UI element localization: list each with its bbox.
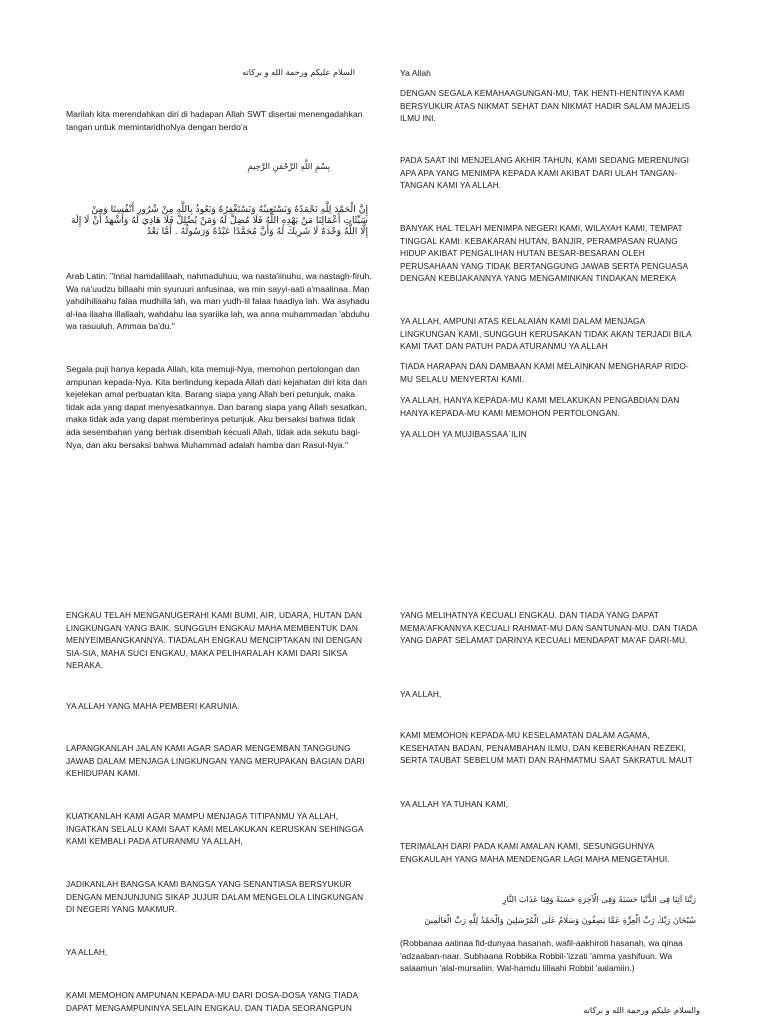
prayer-paragraph-6: YA ALLAH, HANYA KEPADA-MU KAMI MELAKUKAN PENGABDIAN DAN HANYA KEPADA-MU KAMI MEMOHON PERTOLONGAN. (400, 395, 680, 418)
prayer-paragraph-19: TERIMALAH DARI PADA KAMI AMALAN KAMI, SESUNGGUHNYA ENGKAULAH YANG MAHA MENDENGAR LAGI MAHA MENGETAHUI. (400, 841, 670, 864)
ya-allah-heading: Ya Allah (400, 68, 431, 78)
prayer-paragraph-11: KUATKANLAH KAMI AGAR MAMPU MENJAGA TITIPANMU YA ALLAH, INGATKAN SELALU KAMI SAAT KAMI MELAKUKAN KERUSKAN SEHINGGA KAMI KEMBALI PADA ATURANMU YA ALLAH, (66, 811, 364, 847)
prayer-paragraph-4: YA ALLAH, AMPUNI ATAS KELALAIAN KAMI DALAM MENJAGA LINGKUNGAN KAMI, SUNGGUH KERUSAKAN TIDAK AKAN TERJADI BILA KAMI TAAT DAN PATUH PADA ATURANMU YA ALLAH (400, 316, 692, 352)
doa-latin-paragraph: (Robbanaa aatinaa fid-dunyaa hasanah, wafil-aakhiroti hasanah, wa qinaa 'adzaaban-naar. Subhaana Robbika Robbil-'izzati 'amma yashifuun. Wa salaamun 'alal-mursaliin. Wal-hamdu lillaahi Robbil 'aalamiin.) (400, 938, 683, 974)
prayer-paragraph-8: ENGKAU TELAH MENGANUGERAHI KAMI BUMI, AIR, UDARA, HUTAN DAN LINGKUNGAN YANG BAIK. SUNGGUH ENGKAU MAHA MEMBENTUK DAN MENYEIMBANGKANNYA. TIADALAH ENGKAU MENCIPTAKAN INI DENGAN SIA-SIA, MAHA SUCI ENGKAU, MAKA PELIHARALAH KAMI DARI SIKSA NERAKA. (66, 610, 363, 671)
prayer-paragraph-15: YANG MELIHATNYA KECUALI ENGKAU. DAN TIADA YANG DAPAT MEMA'AFKANNYA KECUALI RAHMAT-MU DAN SANTUNAN-MU. DAN TIADA YANG DAPAT SELAMAT DARINYA KECUALI MENDAPAT MA'AF DARI-MU. (400, 610, 698, 646)
prayer-paragraph-3: BANYAK HAL TELAH MENIMPA NEGERI KAMI, WILAYAH KAMI, TEMPAT TINGGAL KAMI: KEBAKARAN HUTAN, BANJIR, PERAMPASAN RUANG HIDUP AKIBAT PENGALIHAN HUTAN BESAR-BESARAN OLEH PERUSAHAAN YANG TIDAK BERTANGGUNG JAWAB SERTA PENGUASA DENGAN KEBIJAKANNYA YANG MENGAMINKAN TINDAKAN MEREKA (400, 223, 688, 284)
prayer-paragraph-13: YA ALLAH, (66, 947, 108, 957)
greeting-arabic: السلام عليكم ورحمة الله و بركاته (242, 67, 355, 77)
prayer-paragraph-17: KAMI MEMOHON KEPADA-MU KESELAMATAN DALAM AGAMA, KESEHATAN BADAN, PENAMBAHAN ILMU, DAN KEBERKAHAN REZEKI, SERTA TAUBAT SEBELUM MATI DAN RAHMATMU SAAT SAKRATUL MAUT (400, 730, 693, 766)
closing-greeting-arabic: والسلام عليكم ورحمة الله و بركاته (583, 1005, 700, 1015)
translation-paragraph: Segala puji hanya kepada Allah, kita memuji-Nya, memohon pertolongan dan ampunan kepada-Nya. Kita berlindung kepada Allah dari kejahatan diri kita dan kejelekan amal perbuatan kita. Barang siapa yang Allah beri petunjuk, maka tidak ada yang dapat menyesatkannya. Dan barang siapa yang Allah sesatkan, maka tidak ada yang dapat memberinya petunjuk. Aku bersaksi bahwa tidak ada sesembahan yang berhak disembah kecuali Allah, tidak ada sekutu bagi-Nya, dan aku bersaksi bahwa Muhammad adalah hamba dan Rasul-Nya." (66, 364, 367, 450)
prayer-paragraph-12: JADIKANLAH BANGSA KAMI BANGSA YANG SENANTIASA BERSYUKUR DENGAN MENJUNJUNG SIKAP JUJUR DALAM MENGELOLA LINGKUNGAN DI NEGERI YANG MAKMUR. (66, 879, 364, 915)
prayer-paragraph-16: YA ALLAH, (400, 689, 442, 699)
prayer-paragraph-10: LAPANGKANLAH JALAN KAMI AGAR SADAR MENGEMBAN TANGGUNG JAWAB DALAM MENJAGA LINGKUNGAN YANG MERUPAKAN BAGIAN DARI KEHIDUPAN KAMI. (66, 743, 365, 779)
prayer-paragraph-7: YA ALLOH YA MUJIBASSAA`ILIN (400, 429, 527, 439)
arab-latin-paragraph: Arab Latin: "Innal hamdalillaah, nahmaduhuu, wa nasta'iinuhu, wa nastagh-firuh. Wa na'uudzu billaahi min syuruuri anfusinaa, wa min sayyi-aati a'maalinaa. Man yahdihillaahu falaa mudhilla lah, wa man yudh-lil falaa haadiya lah. Wa asyhadu al-laa ilaaha illallaah, wahdahu laa syariika lah, wa anna muhammadan 'abduhu wa rasuuluh. Ammaa ba'du." (66, 271, 372, 332)
prayer-paragraph-14: KAMI MEMOHON AMPUNAN KEPADA-MU DARI DOSA-DOSA YANG TIADA DAPAT MENGAMPUNINYA SELAIN ENGKAU. DAN TIADA SEORANGPUN (66, 990, 358, 1013)
prayer-paragraph-5: TIADA HARAPAN DAN DAMBAAN KAMI MELAINKAN MENGHARAP RIDO-MU SELALU MENYERTAI KAMI. (400, 361, 689, 384)
doa-arabic-line-2: سُبْحَانَ رَبِّكَ رَبِّ الْعِزَّةِ عَمَّا يَصِفُونَ وَسَلَامٌ عَلَى الْمُرْسَلِينَ وَالْحَمْدُ لِلَّهِ رَبِّ الْعَالَمِينَ (424, 915, 696, 925)
prayer-paragraph-9: YA ALLAH YANG MAHA PEMBERI KARUNIA. (66, 701, 240, 711)
khutbah-arabic: إِنَّ الْحَمْدَ لِلَّهِ نَحْمَدُهُ وَنَسْتَعِينُهُ وَنَسْتَغْفِرُهُ وَنَعُوذُ بِاللَّهِ مِنْ شُرُورِ أَنْفُسِنَا وَمِنْ سَيِّئَاتِ أَعْمَالِنَا مَنْ يَهْدِهِ اللَّهُ فَلَا مُضِلَّ لَهُ وَمَنْ يُضْلِلْ فَلَا هَادِيَ لَهُ وَأَشْهَدُ أَنْ لَا إِلَهَ إِلَّا اللَّهُ وَحْدَهُ لَا شَرِيكَ لَهُ وَأَنَّ مُحَمَّدًا عَبْدُهُ وَرَسُولُهُ . أَمَّا بَعْدُ (70, 204, 368, 237)
doa-arabic-line-1: رَبَّنَا آتِنَا فِى الدُّنْيَا حَسَنَةً وَفِى الْآخِرَةِ حَسَنَةً وَقِنَا عَذَابَ النَّارِ (502, 894, 696, 904)
prayer-paragraph-2: PADA SAAT INI MENJELANG AKHIR TAHUN, KAMI SEDANG MERENUNGI APA APA YANG MENIMPA KEPADA KAMI AKIBAT DARI ULAH TANGAN- TANGAN KAMI YA ALLAH. (400, 155, 690, 191)
prayer-paragraph-1: DENGAN SEGALA KEMAHAAGUNGAN-MU, TAK HENTI-HENTINYA KAMI BERSYUKUR ATAS NIKMAT SEHAT DAN NIKMAT HADIR SALAM MAJELIS ILMU INI. (400, 88, 690, 124)
prayer-paragraph-18: YA ALLAH YA TUHAN KAMI, (400, 799, 509, 809)
intro-paragraph: Marilah kita merendahkan diri di hadapan Allah SWT disertai menengadahkan tangan untuk memintaridhoNya dengan berdo’a (66, 109, 363, 132)
basmalah: بِسْمِ اللَّهِ الرَّحْمَنِ الرَّحِيمِ (247, 161, 330, 171)
